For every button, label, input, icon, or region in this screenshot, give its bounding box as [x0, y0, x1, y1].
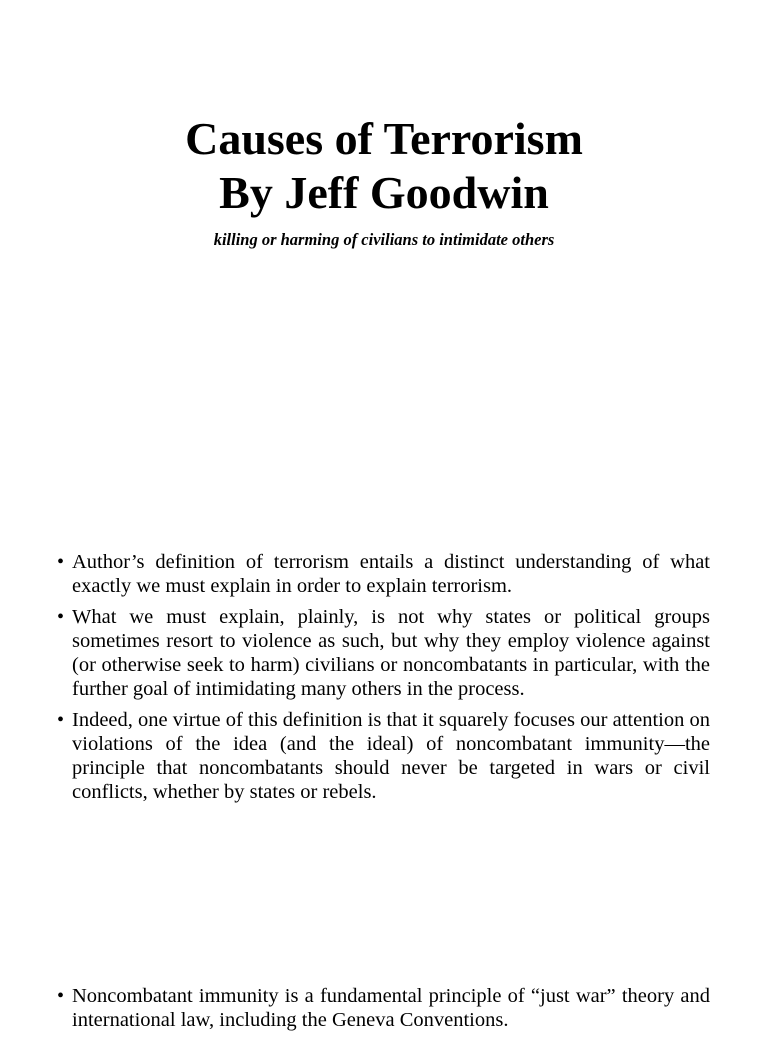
bullet-list-bottom — [0, 984, 768, 1039]
title-block — [0, 112, 768, 220]
bullet-item — [0, 984, 768, 1032]
bullet-icon: • — [57, 606, 65, 628]
bullet-list-top — [0, 550, 768, 811]
bullet-text: What we must explain, plainly, is not why states or political groups sometimes resort to violence as such, but why they employ violence against (or otherwise seek to harm) civilians or noncombatants in particular, with the further goal of intimidating many others in the process. — [72, 606, 710, 700]
bullet-icon: • — [57, 985, 65, 1007]
bullet-icon: • — [57, 709, 65, 731]
bullet-text: Noncombatant immunity is a fundamental principle of “just war” theory and international law, including the Geneva Conventions. — [72, 985, 710, 1031]
bullet-item — [0, 605, 768, 701]
page-title: Causes of Terrorism — [185, 113, 583, 164]
bullet-item — [0, 708, 768, 804]
bullet-item — [0, 550, 768, 598]
page-author: By Jeff Goodwin — [219, 167, 549, 218]
page-subtitle: killing or harming of civilians to intimidate others — [213, 230, 555, 249]
bullet-text: Indeed, one virtue of this definition is that it squarely focuses our attention on violations of the idea (and the ideal) of noncombatant immunity—the principle that noncombatants should never be targeted in wars or civil conflicts, whether by states or rebels. — [72, 709, 710, 803]
bullet-text: Author’s definition of terrorism entails a distinct understanding of what exactly we must explain in order to explain terrorism. — [72, 551, 710, 597]
bullet-icon: • — [57, 551, 65, 573]
